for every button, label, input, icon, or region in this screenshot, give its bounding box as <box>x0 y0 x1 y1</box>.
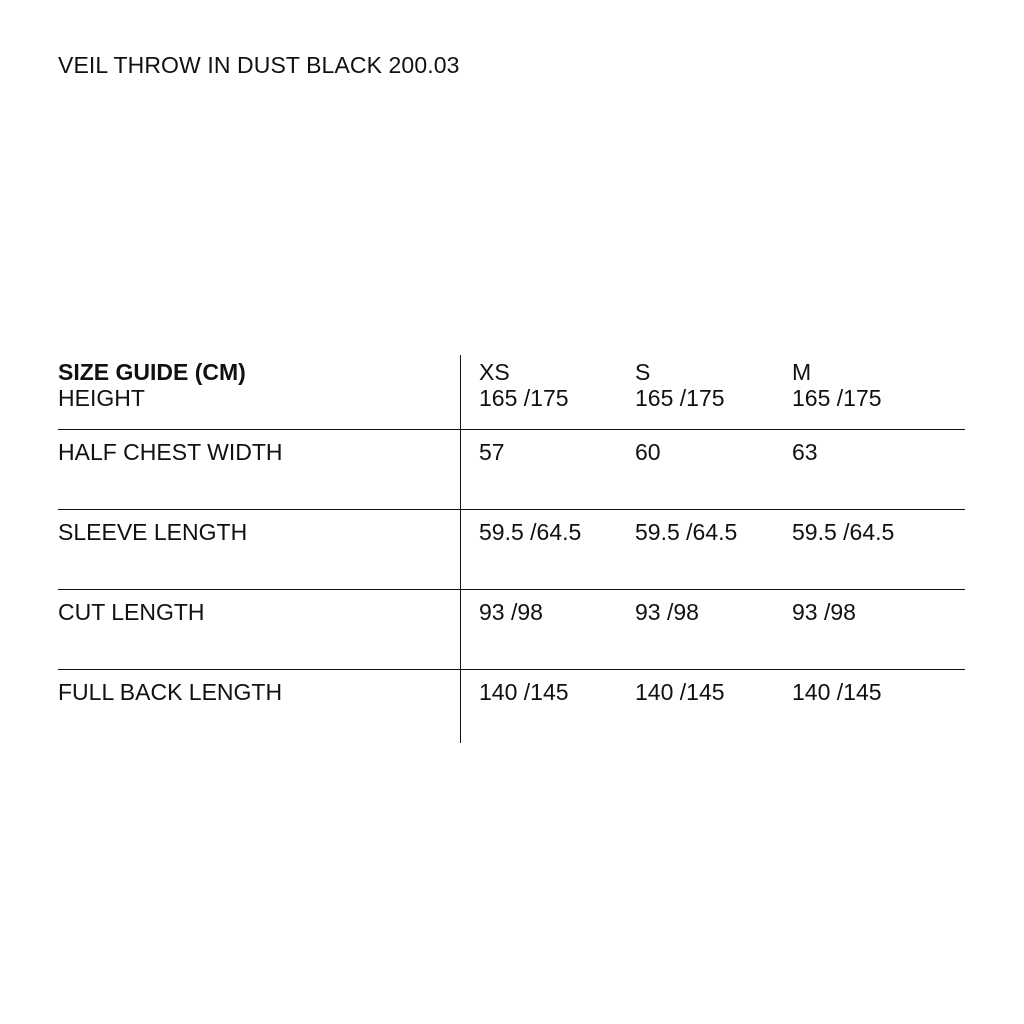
height-value-s: 165 /175 <box>635 385 725 411</box>
height-value-m: 165 /175 <box>792 385 882 411</box>
sleeve-length-xs: 59.5 /64.5 <box>479 519 582 545</box>
size-guide-heading: SIZE GUIDE (CM) <box>58 359 246 385</box>
full-back-length-s: 140 /145 <box>635 679 725 705</box>
cut-length-xs: 93 /98 <box>479 599 543 625</box>
column-divider <box>460 355 461 743</box>
height-label: HEIGHT <box>58 385 145 411</box>
half-chest-width-s: 60 <box>635 439 661 465</box>
row-divider <box>58 669 965 670</box>
full-back-length-xs: 140 /145 <box>479 679 569 705</box>
size-header-m: M <box>792 359 812 385</box>
full-back-length-m: 140 /145 <box>792 679 882 705</box>
half-chest-width-xs: 57 <box>479 439 505 465</box>
row-label-full-back-length: FULL BACK LENGTH <box>58 679 283 705</box>
size-header-s: S <box>635 359 651 385</box>
sleeve-length-m: 59.5 /64.5 <box>792 519 895 545</box>
row-divider <box>58 509 965 510</box>
size-header-xs: XS <box>479 359 510 385</box>
row-label-sleeve-length: SLEEVE LENGTH <box>58 519 248 545</box>
cut-length-s: 93 /98 <box>635 599 699 625</box>
height-value-xs: 165 /175 <box>479 385 569 411</box>
row-label-half-chest-width: HALF CHEST WIDTH <box>58 439 283 465</box>
half-chest-width-m: 63 <box>792 439 818 465</box>
row-divider <box>58 429 965 430</box>
size-guide-table <box>58 355 965 743</box>
sleeve-length-s: 59.5 /64.5 <box>635 519 738 545</box>
row-label-cut-length: CUT LENGTH <box>58 599 205 625</box>
row-divider <box>58 589 965 590</box>
product-title: VEIL THROW IN DUST BLACK 200.03 <box>58 52 460 78</box>
cut-length-m: 93 /98 <box>792 599 856 625</box>
